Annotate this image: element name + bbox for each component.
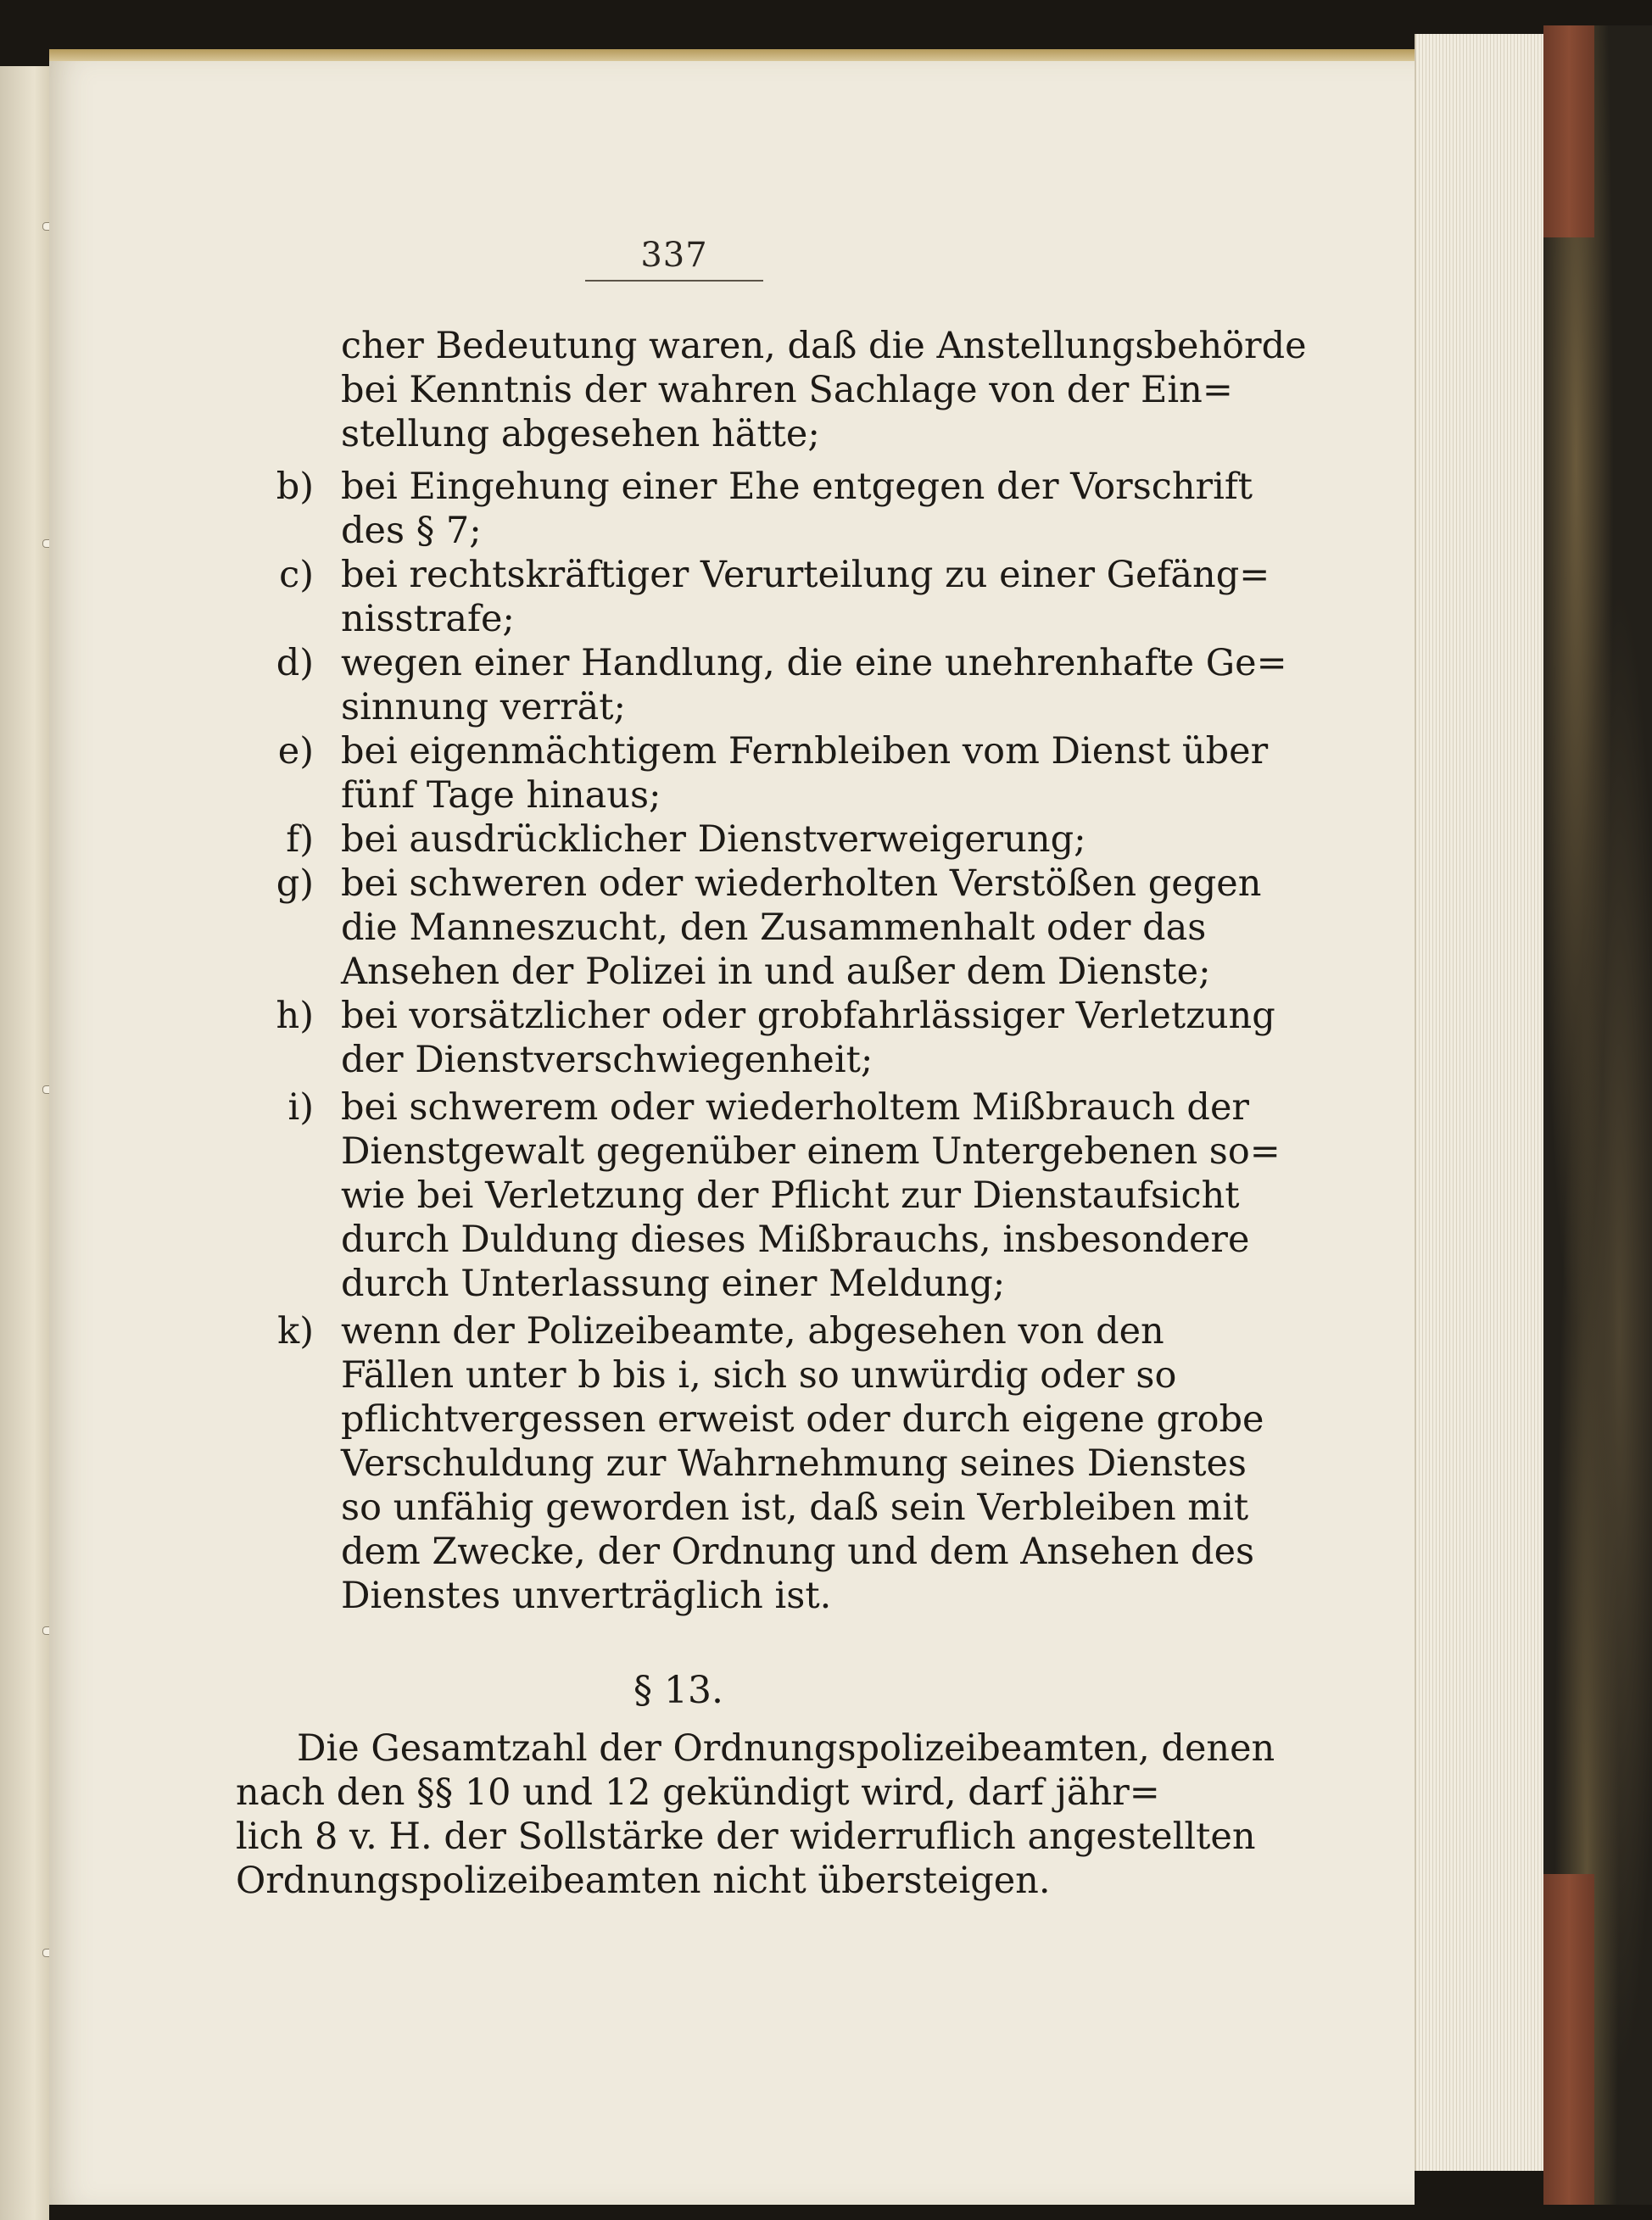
- facing-page-edge: [0, 66, 49, 2220]
- item-marker: i): [287, 1086, 314, 1129]
- text-line: bei ausdrücklicher Dienstverweigerung;: [341, 818, 1086, 861]
- text-line: Ansehen der Polizei in und außer dem Dienste;: [341, 951, 1211, 993]
- leather-corner-bottom: [1543, 1874, 1594, 2205]
- item-marker: g): [276, 862, 314, 905]
- item-marker: f): [286, 818, 314, 861]
- text-line: cher Bedeutung waren, daß die Anstellungsbehörde: [341, 325, 1307, 367]
- item-marker: h): [276, 995, 314, 1037]
- text-line: durch Unterlassung einer Meldung;: [341, 1263, 1006, 1305]
- text-line: so unfähig geworden ist, daß sein Verbleiben mit: [341, 1487, 1249, 1529]
- text-line: bei schwerem oder wiederholtem Mißbrauch der: [341, 1086, 1249, 1129]
- text-line: durch Duldung dieses Mißbrauchs, insbesondere: [341, 1219, 1250, 1261]
- item-marker: e): [277, 730, 314, 773]
- text-line: bei schweren oder wiederholten Verstößen gegen: [341, 862, 1262, 905]
- text-line: Fällen unter b bis i, sich so unwürdig oder so: [341, 1354, 1177, 1397]
- text-line: lich 8 v. H. der Sollstärke der widerruflich angestellten: [236, 1816, 1256, 1858]
- text-line: sinnung verrät;: [341, 686, 627, 728]
- text-line: bei vorsätzlicher oder grobfahrlässiger Verletzung: [341, 995, 1275, 1037]
- text-line: die Manneszucht, den Zusammenhalt oder das: [341, 906, 1207, 949]
- text-line: bei eigenmächtigem Fernbleiben vom Dienst über: [341, 730, 1269, 773]
- text-line: bei Kenntnis der wahren Sachlage von der Ein=: [341, 369, 1233, 411]
- page-block-edge: [1415, 34, 1545, 2171]
- text-line: fünf Tage hinaus;: [341, 774, 661, 817]
- leather-corner-top: [1543, 25, 1594, 237]
- header-rule: [585, 280, 763, 282]
- text-line: bei Eingehung einer Ehe entgegen der Vorschrift: [341, 466, 1253, 508]
- text-line: des § 7;: [341, 510, 482, 552]
- text-line: Ordnungspolizeibeamten nicht übersteigen.: [236, 1860, 1051, 1902]
- item-marker: b): [276, 466, 314, 508]
- text-line: Die Gesamtzahl der Ordnungspolizeibeamten, denen: [297, 1727, 1275, 1770]
- text-line: wie bei Verletzung der Pflicht zur Dienstaufsicht: [341, 1174, 1240, 1217]
- item-marker: c): [279, 554, 314, 596]
- text-line: stellung abgesehen hätte;: [341, 413, 820, 455]
- section-heading: § 13.: [633, 1669, 723, 1712]
- text-line: nach den §§ 10 und 12 gekündigt wird, darf jähr=: [236, 1771, 1160, 1814]
- page-number: 337: [640, 236, 708, 275]
- text-line: nisstrafe;: [341, 598, 515, 640]
- item-marker: d): [276, 642, 314, 684]
- text-line: wenn der Polizeibeamte, abgesehen von den: [341, 1310, 1164, 1353]
- text-line: der Dienstverschwiegenheit;: [341, 1039, 873, 1081]
- item-marker: k): [277, 1310, 314, 1353]
- text-line: dem Zwecke, der Ordnung und dem Ansehen des: [341, 1531, 1255, 1573]
- text-line: Verschuldung zur Wahrnehmung seines Dienstes: [341, 1442, 1247, 1485]
- text-line: wegen einer Handlung, die eine unehrenhafte Ge=: [341, 642, 1287, 684]
- text-line: Dienstgewalt gegenüber einem Untergebenen so=: [341, 1130, 1281, 1173]
- text-line: pflichtvergessen erweist oder durch eigene grobe: [341, 1398, 1264, 1441]
- text-line: Dienstes unverträglich ist.: [341, 1575, 832, 1617]
- text-line: bei rechtskräftiger Verurteilung zu einer Gefäng=: [341, 554, 1270, 596]
